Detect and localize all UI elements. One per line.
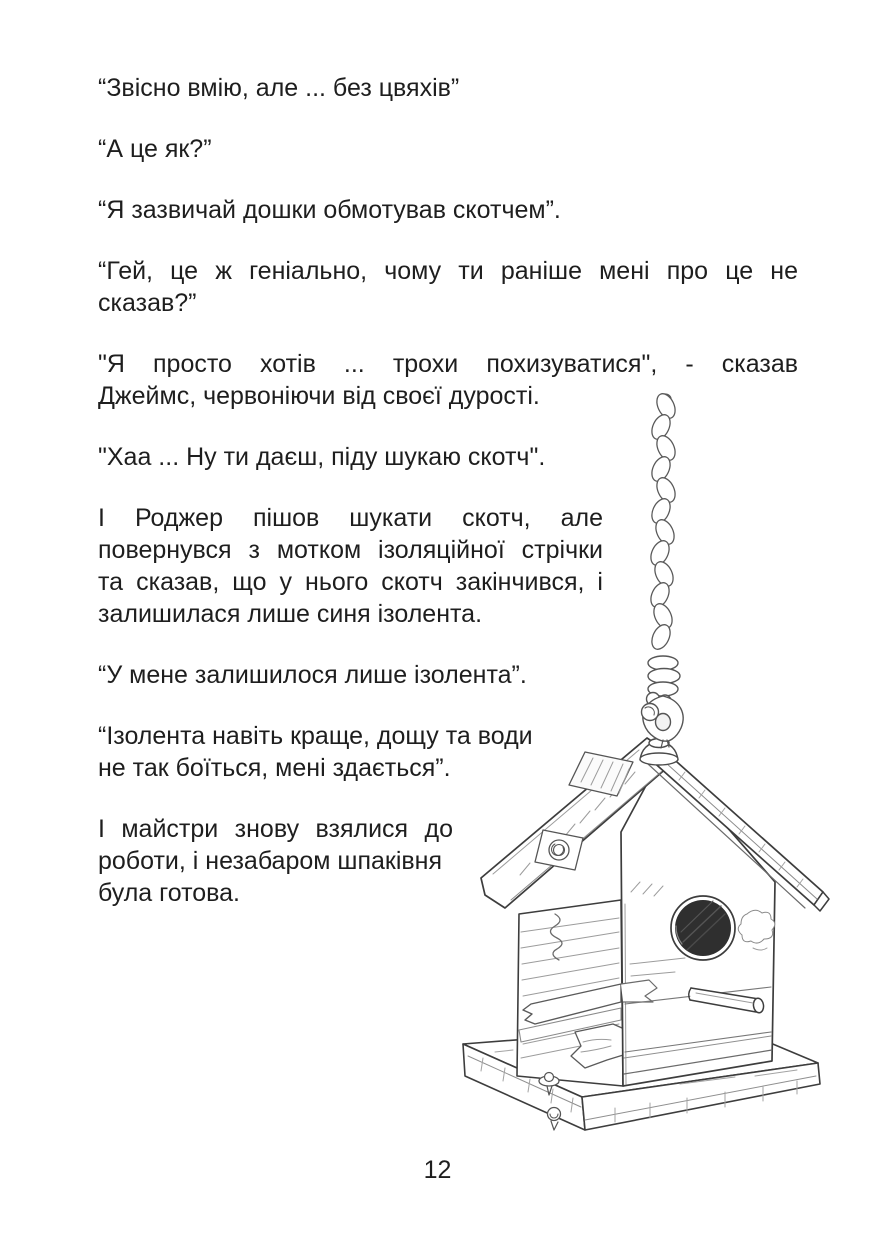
left-wall-sketch bbox=[517, 900, 633, 1095]
text-line: сказав?” bbox=[98, 289, 197, 317]
front-wall-sketch bbox=[621, 754, 775, 1086]
text-line: роботи, і незабаром шпаківня bbox=[98, 847, 443, 875]
birdhouse-illustration bbox=[435, 392, 875, 1162]
paragraph bbox=[98, 255, 798, 319]
text-line: повернувся з мотком ізоляційної стрічки bbox=[98, 536, 603, 564]
page-number: 12 bbox=[423, 1156, 452, 1184]
text-line: залишилася лише синя ізолента. bbox=[98, 600, 483, 628]
text-line: "Я просто хотів ... трохи похизуватися", - сказав bbox=[98, 350, 798, 378]
paragraph bbox=[98, 72, 798, 104]
text-line: “У мене залишилося лише ізолента”. bbox=[98, 661, 527, 689]
text-line: не так боїться, мені здається”. bbox=[98, 754, 451, 782]
paragraph bbox=[98, 813, 453, 909]
text-line: “Гей, це ж геніально, чому ти раніше мені про це не bbox=[98, 257, 798, 285]
paragraph bbox=[98, 194, 798, 226]
text-line: “Звісно вмію, але ... без цвяхів” bbox=[98, 74, 460, 102]
text-line: “Я зазвичай дошки обмотував скотчем”. bbox=[98, 196, 561, 224]
rope-sketch bbox=[647, 392, 678, 652]
text-line: "Хаа ... Ну ти даєш, піду шукаю скотч". bbox=[98, 443, 546, 471]
entrance-hole bbox=[671, 896, 735, 960]
paragraph bbox=[98, 133, 798, 165]
text-line: Джеймс, червоніючи від своєї дурості. bbox=[98, 382, 540, 410]
text-line: та сказав, що у нього скотч закінчився, і bbox=[98, 568, 603, 596]
text-line: І Роджер пішов шукати скотч, але bbox=[98, 504, 603, 532]
text-line: “А це як?” bbox=[98, 135, 212, 163]
text-line: була готова. bbox=[98, 879, 241, 907]
text-line: І майстри знову взялися до bbox=[98, 815, 453, 843]
text-line: “Ізолента навіть краще, дощу та води bbox=[98, 722, 533, 750]
rope-knot-sketch bbox=[642, 656, 684, 748]
